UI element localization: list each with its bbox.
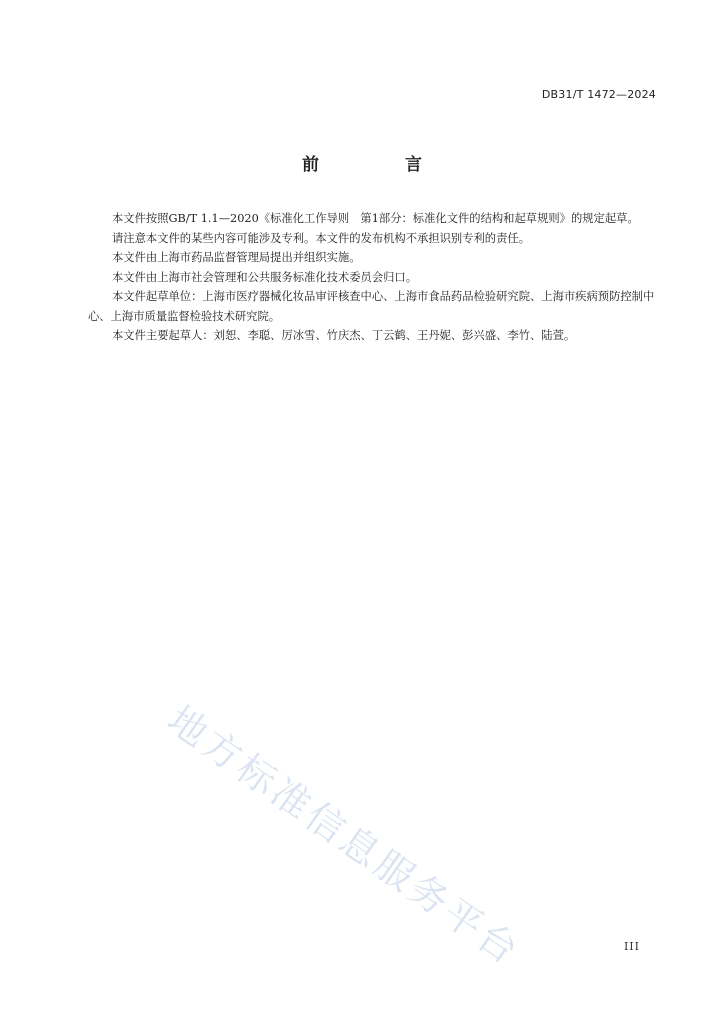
- paragraph-drafting-units: 本文件起草单位：上海市医疗器械化妆品审评核查中心、上海市食品药品检验研究院、上海市疾病预防控制中心、上海市质量监督检验技术研究院。: [88, 290, 655, 323]
- foreword-body: [88, 209, 658, 346]
- standard-code: DB31/T 1472—2024: [541, 88, 656, 101]
- paragraph-centralized-unit: 本文件由上海市社会管理和公共服务标准化技术委员会归口。: [112, 270, 418, 284]
- page-title: 前 言: [302, 155, 462, 175]
- paragraph-drafting-basis: 本文件按照GB/T 1.1—2020《标准化工作导则 第1部分：标准化文件的结构和起草规则》的规定起草。: [112, 212, 639, 225]
- paragraph-proposer: 本文件由上海市药品监督管理局提出并组织实施。: [112, 251, 361, 264]
- watermark: 地方标准信息服务平台: [159, 697, 529, 975]
- paragraph-drafters: 本文件主要起草人：刘恕、李聪、厉冰雪、竹庆杰、丁云鹤、王丹妮、彭兴盛、李竹、陆萱。: [112, 329, 576, 342]
- paragraph-patent-notice: 请注意本文件的某些内容可能涉及专利。本文件的发布机构不承担识别专利的责任。: [112, 231, 530, 245]
- page-number: III: [623, 940, 640, 953]
